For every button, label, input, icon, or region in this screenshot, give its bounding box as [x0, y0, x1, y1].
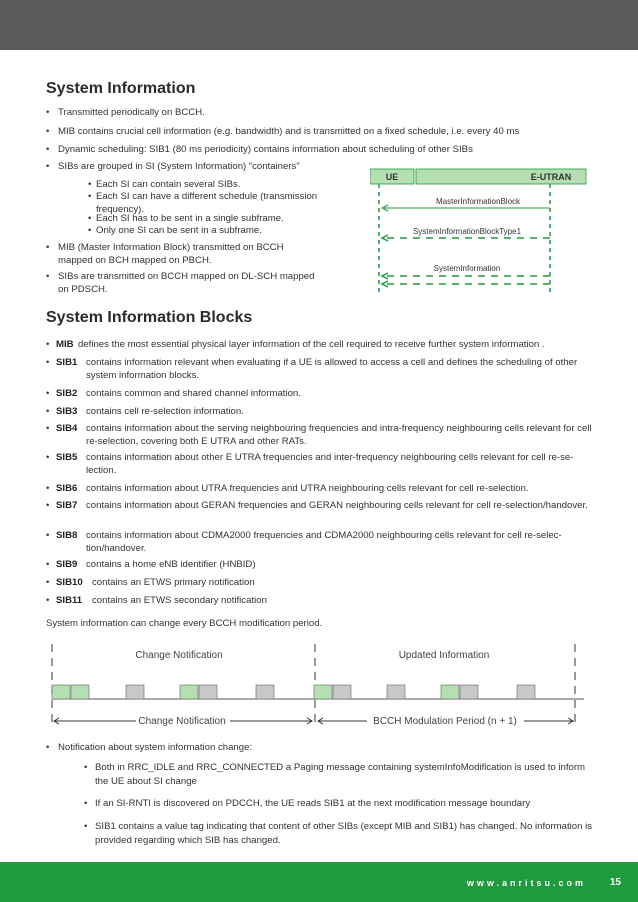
- bullet-dot: •: [46, 388, 50, 399]
- subframe-block-gray: [256, 685, 274, 699]
- subframe-block-green: [71, 685, 89, 699]
- sib-item-sib4: • SIB4 contains information about the serving neighbouring frequencies and intra-frequency neighbouring cells relevant for cell re-selection, covering both E UTRA and other RATs.: [46, 423, 592, 447]
- bullet-dot: •: [88, 179, 92, 190]
- si-sub-bullet: • Each SI can have a different schedule (transmission frequency).: [88, 191, 318, 215]
- sib-item-sib6: • SIB6 contains information about UTRA frequencies and UTRA neighbouring cells relevant for cell re-selection.: [46, 483, 529, 494]
- sib-item-sib2: • SIB2 contains common and shared channel information.: [46, 388, 301, 399]
- sib-item-sib11: • SIB11 contains an ETWS secondary notification: [46, 595, 267, 606]
- bullet-dot: •: [46, 339, 50, 350]
- sequence-diagram: [370, 166, 590, 298]
- bullet-dot: •: [84, 798, 88, 809]
- message-label-mib: MasterInformationBlock: [435, 197, 521, 206]
- bullet-dot: •: [46, 242, 50, 253]
- bullet-dot: •: [84, 762, 88, 773]
- subframe-block-green: [441, 685, 459, 699]
- bullet-dot: •: [46, 742, 50, 753]
- bullet-dot: •: [88, 191, 92, 202]
- bullet-dot: •: [46, 423, 50, 434]
- enutran-label: E-UTRAN: [530, 172, 572, 182]
- top-right-label: Updated Information: [398, 650, 490, 661]
- ue-label: UE: [385, 172, 399, 182]
- bullet-dot: •: [46, 483, 50, 494]
- si-bullet: • Dynamic scheduling: SIB1 (80 ms periodicity) contains information about scheduling of other SIBs: [46, 144, 473, 155]
- si-sub-bullet: • Only one SI can be sent in a subframe.: [88, 225, 262, 236]
- sib-item-sib7: • SIB7 contains information about GERAN frequencies and GERAN neighbouring cells relevant for cell re-selection/handover.: [46, 500, 588, 511]
- bullet-dot: •: [46, 406, 50, 417]
- modification-period-diagram: [44, 640, 594, 735]
- bullet-dot: •: [88, 225, 92, 236]
- bullet-dot: •: [46, 595, 50, 606]
- si-bullet: • Transmitted periodically on BCCH.: [46, 107, 205, 118]
- message-label-sib1: SystemInformationBlockType1: [412, 227, 522, 236]
- subframe-block-green: [314, 685, 332, 699]
- bullet-dot: •: [46, 559, 50, 570]
- section-title-system-information: System Information: [46, 80, 196, 97]
- subframe-block-gray: [387, 685, 405, 699]
- bullet-dot: •: [46, 357, 50, 368]
- bottom-left-label: Change Notification: [138, 716, 226, 727]
- sib-item-sib10: • SIB10 contains an ETWS primary notification: [46, 577, 255, 588]
- notification-bullet: • Both in RRC_IDLE and RRC_CONNECTED a Paging message containing systemInfoModification is used to inform the UE about SI change: [84, 762, 586, 787]
- bullet-dot: •: [46, 452, 50, 463]
- bullet-dot: •: [46, 126, 50, 137]
- bullet-dot: •: [46, 530, 50, 541]
- bullet-dot: •: [46, 107, 50, 118]
- si-sub-bullet: • Each SI has to be sent in a single subframe.: [88, 213, 284, 224]
- sib-item-sib8: • SIB8 contains information about CDMA2000 frequencies and CDMA2000 neighbouring cells relevant for cell re-selec-tion/handover.: [46, 530, 562, 554]
- footer-bar: [0, 862, 638, 902]
- sib-item-sib3: • SIB3 contains cell re-selection information.: [46, 406, 244, 417]
- header-bar: [0, 0, 638, 50]
- notification-intro: • Notification about system information change:: [46, 742, 253, 753]
- bullet-dot: •: [46, 271, 50, 282]
- page-number: 15: [609, 877, 621, 888]
- subframe-block-gray: [460, 685, 478, 699]
- si-bullet: • SIBs are grouped in SI (System Information) “containers”: [46, 161, 300, 172]
- bullet-dot: •: [46, 161, 50, 172]
- bullet-dot: •: [46, 144, 50, 155]
- si-bullet: • MIB contains crucial cell information (e.g. bandwidth) and is transmitted on a fixed schedule, i.e. every 40 ms: [46, 126, 520, 137]
- sib-item-sib9: • SIB9 contains a home eNB identifier (HNBID): [46, 559, 256, 570]
- bullet-dot: •: [88, 213, 92, 224]
- subframe-blocks: [52, 685, 535, 699]
- notification-bullet: • If an SI-RNTI is discovered on PDCCH, the UE reads SIB1 at the next modification message boundary: [84, 798, 531, 809]
- section-title-system-information-blocks: System Information Blocks: [46, 309, 253, 326]
- si-sub-bullet: • Each SI can contain several SIBs.: [88, 179, 241, 190]
- bullet-dot: •: [84, 821, 88, 832]
- sib-item-sib1: • SIB1 contains information relevant when evaluating if a UE is allowed to access a cell and defines the scheduling of other system information blocks.: [46, 357, 578, 381]
- bullet-dot: •: [46, 577, 50, 588]
- subframe-block-green: [52, 685, 70, 699]
- top-left-label: Change Notification: [135, 650, 223, 661]
- subframe-block-gray: [199, 685, 217, 699]
- si-bullet: • MIB (Master Information Block) transmitted on BCCH mapped on BCH mapped on PBCH.: [46, 242, 284, 266]
- sib-item-mib: • MIB defines the most essential physical layer information of the cell required to receive further system information .: [46, 339, 545, 350]
- subframe-block-gray: [517, 685, 535, 699]
- si-bullet: • SIBs are transmitted on BCCH mapped on DL-SCH mapped on PDSCH.: [46, 271, 315, 295]
- subframe-block-gray: [333, 685, 351, 699]
- modification-period-note: System information can change every BCCH modification period.: [46, 618, 323, 629]
- subframe-block-green: [180, 685, 198, 699]
- bullet-dot: •: [46, 500, 50, 511]
- bottom-right-label: BCCH Modulation Period (n + 1): [373, 716, 517, 727]
- website-link[interactable]: www.anritsu.com: [466, 878, 586, 888]
- sib-item-sib5: • SIB5 contains information about other E UTRA frequencies and inter-frequency neighbouring cells relevant for cell re-se-lection.: [46, 452, 574, 476]
- notification-bullet: • SIB1 contains a value tag indicating that content of other SIBs (except MIB and SIB1) has changed. No information is provided regarding which SIB has changed.: [84, 821, 593, 846]
- message-label-si: SystemInformation: [433, 264, 501, 273]
- subframe-block-gray: [126, 685, 144, 699]
